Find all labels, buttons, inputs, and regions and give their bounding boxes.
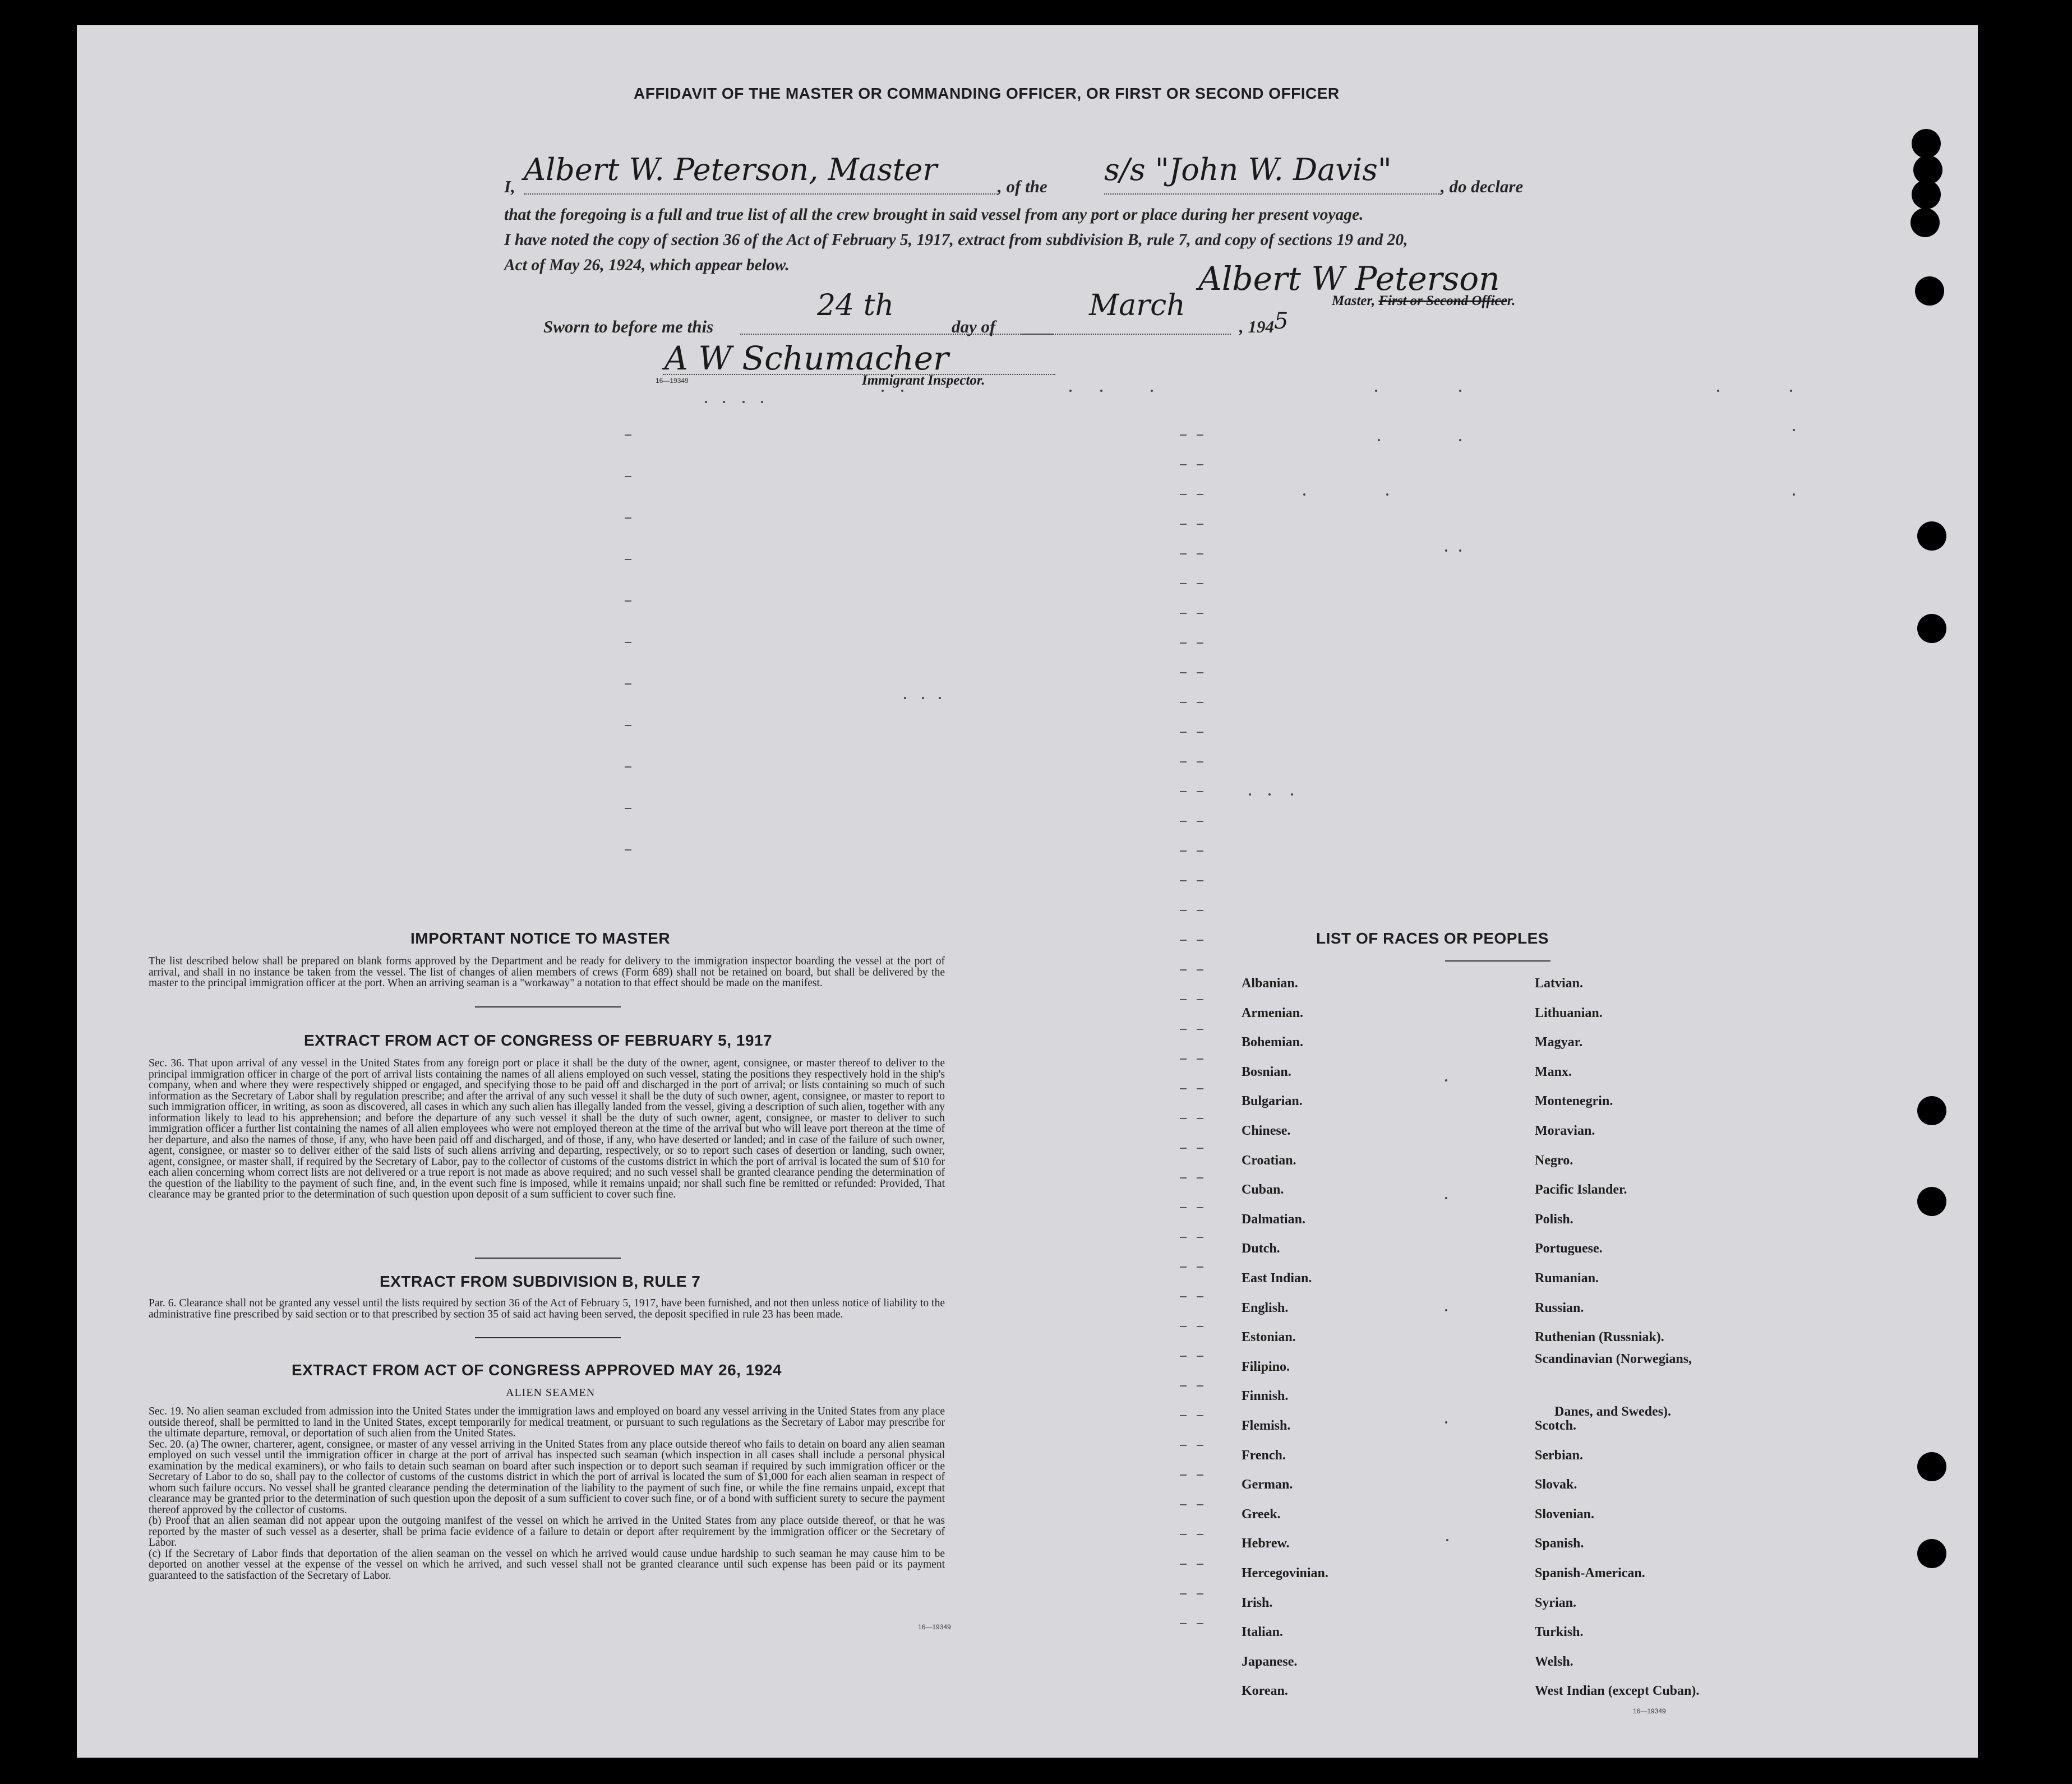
rule7-text: Par. 6. Clearance shall not be granted any vessel until the lists required by section 36 of the Act of February 5, 1917, have been furnished, and not then unless notice of liability to the administrative fine prescribed by said section or to that prescribed by section 35 of said act having been served, the deposit specified in rule 23 has been made. xyxy=(149,1297,945,1320)
race-right-item: Latvian. xyxy=(1535,976,1584,991)
signature-caption-prefix: Master, xyxy=(1332,293,1376,308)
races-title: LIST OF RACES OR PEOPLES xyxy=(1316,930,1549,947)
ditto-mark xyxy=(1197,1118,1203,1119)
dot-mark xyxy=(1446,1539,1448,1541)
inspector-signature: A W Schumacher xyxy=(664,339,949,377)
sworn-month-line xyxy=(1021,334,1231,335)
race-left-item: Finnish. xyxy=(1242,1389,1289,1404)
race-left-item: Hebrew. xyxy=(1242,1536,1290,1551)
ditto-mark xyxy=(1197,464,1203,465)
ditto-mark xyxy=(625,683,631,685)
race-left-item: English. xyxy=(1242,1300,1289,1315)
dot-mark xyxy=(1249,793,1251,796)
inspector-line xyxy=(663,374,1055,375)
ditto-mark xyxy=(1197,1088,1203,1089)
binder-hole xyxy=(1917,1187,1946,1216)
year-prefix: , 194 xyxy=(1239,317,1274,336)
races-form-number: 16—19349 xyxy=(1633,1707,1666,1715)
race-left-item: Bosnian. xyxy=(1242,1064,1291,1079)
ditto-mark xyxy=(1180,1177,1187,1178)
ditto-mark xyxy=(1197,880,1203,881)
ditto-mark xyxy=(1197,613,1203,614)
ditto-mark xyxy=(1180,940,1187,941)
extract-1917-text: Sec. 36. That upon arrival of any vessel in the United States from any foreign port or place it shall be the duty of the owner, agent, consignee, or master thereof to deliver to the principal immigration officer in charge of the port of arrival lists containing the names of all aliens employed on such vessel, stating the positions they respectively hold in the ship's company, when and where they were respectively shipped or engaged, and specifying those to be paid off and discharged in the port of arrival; or lists containing so much of such information as the Secretary of Labor shall by regulation prescribe; and after the arrival of any such vessel it shall be the duty of such owner, agent, consignee, or master to report to such immigration officer, in writing, as soon as discovered, all cases in which any such alien has illegally landed from the vessel, giving a description of such alien, together with any information likely to lead to his apprehension; and before the departure of any such vessel it shall be the duty of such owner, agent, consignee, or master to deliver to such immigration officer a further list containing the names of all alien employees who were not employed thereon at the time of the arrival but who will leave port thereon at the time of her departure, and also the names of those, if any, who have been paid off and discharged, and of those, if any, who have deserted or landed; and in case of the failure of such owner, agent, consignee, or master so to deliver either of the said lists of such aliens arriving and departing, respectively, or so to report such cases of desertion or landing, such owner, agent, consignee, or master shall, if required by the Secretary of Labor, pay to the collector of customs of the customs district in which the port of arrival is located the sum of $10 for each alien concerning whom correct lists are not delivered or a true report is not made as above required; and no such vessel shall be granted clearance pending the determination of the question of the liability to the payment of such fine, and, in the event such fine is imposed, while it remains unpaid; nor shall such fine be remitted or refunded: Provided, That clearance may be granted prior to the determination of such question upon deposit of a sum sufficient to cover such fine. xyxy=(149,1057,945,1200)
ditto-mark xyxy=(1197,702,1203,703)
dot-mark xyxy=(901,390,903,392)
ditto-mark xyxy=(1197,435,1203,436)
notice-text: The list described below shall be prepared on blank forms approved by the Department and be ready for delivery to the immigration inspector boarding the vessel at the port of arrival, and shall in no instance be taken from the vessel. The list of changes of alien members of crews (Form 689) shall not be retained on board, but shall be delivered by the master to the principal immigration officer at the port. When an arriving seaman is a "workaway" a notation to that effect should be made on the manifest. xyxy=(149,955,945,989)
ditto-mark xyxy=(1180,969,1187,970)
affidavit-form-number: 16—19349 xyxy=(656,377,689,385)
dot-mark xyxy=(1445,1309,1447,1311)
extract-1924-sec19: Sec. 19. No alien seaman excluded from admission into the United States under the immigration laws and employed on board any vessel arriving in the United States from any place outside thereof, shall be permitted to land in the United States, except temporarily for medical treatment, or pursuant to such regulations as the Secretary of Labor may prescribe for the ultimate departure, removal, or deportation of such alien from the United States. xyxy=(149,1406,945,1439)
ditto-mark xyxy=(1197,1445,1203,1446)
ditto-mark xyxy=(1197,1029,1203,1030)
ditto-mark xyxy=(1180,1445,1187,1446)
dot-mark xyxy=(1069,390,1072,392)
ditto-mark xyxy=(1197,1504,1203,1505)
rule7-title: EXTRACT FROM SUBDIVISION B, RULE 7 xyxy=(380,1273,701,1290)
ditto-mark xyxy=(1197,1326,1203,1327)
ditto-mark xyxy=(1197,1475,1203,1476)
ditto-mark xyxy=(1197,1623,1203,1624)
manifest-page xyxy=(77,25,1978,1758)
ditto-mark xyxy=(1180,1296,1187,1297)
notice-title: IMPORTANT NOTICE TO MASTER xyxy=(410,930,671,947)
extract-form-number: 16—19349 xyxy=(918,1623,951,1631)
ditto-mark xyxy=(1197,553,1203,554)
ditto-mark xyxy=(1197,821,1203,822)
ditto-mark xyxy=(1180,435,1187,436)
ditto-mark xyxy=(1180,1356,1187,1357)
race-left-item: Croatian. xyxy=(1242,1153,1296,1168)
ditto-mark xyxy=(1180,1118,1187,1119)
dot-mark xyxy=(1793,493,1795,496)
dot-mark xyxy=(1303,493,1305,496)
race-right-item: Welsh. xyxy=(1535,1654,1573,1669)
binder-hole xyxy=(1912,129,1941,158)
race-right-item: Montenegrin. xyxy=(1535,1094,1613,1109)
ditto-mark xyxy=(1180,1385,1187,1386)
race-left-item: Filipino. xyxy=(1242,1359,1290,1374)
affidavit-title: AFFIDAVIT OF THE MASTER OR COMMANDING OFFICER, OR FIRST OR SECOND OFFICER xyxy=(634,85,1340,102)
race-left-item: Japanese. xyxy=(1242,1654,1298,1669)
race-right-item: Serbian. xyxy=(1535,1448,1584,1463)
signature-caption xyxy=(1332,293,1515,309)
binder-hole xyxy=(1917,614,1946,643)
dot-mark xyxy=(1445,549,1447,552)
dot-mark xyxy=(1151,390,1153,392)
dot-mark xyxy=(1459,390,1461,392)
dot-mark xyxy=(1793,429,1795,431)
ditto-mark xyxy=(1197,791,1203,792)
of-the-label: , of the xyxy=(998,177,1047,196)
extract-1924-sec20c: (c) If the Secretary of Labor finds that deportation of the alien seaman on the vessel on which he arrived would cause undue hardship to such seaman he may cause him to be deported on another vessel at the expense of the vessel on which he arrived, and such vessel shall not be granted clearance until such expense has been paid or its payment guaranteed to the satisfaction of the Secretary of Labor. xyxy=(149,1547,945,1582)
ditto-mark xyxy=(1180,702,1187,703)
ditto-mark xyxy=(1180,1415,1187,1416)
extract-1924-subtitle: ALIEN SEAMEN xyxy=(506,1386,596,1399)
race-left-item: Armenian. xyxy=(1242,1005,1303,1020)
ditto-mark xyxy=(1197,1415,1203,1416)
ditto-mark xyxy=(1197,969,1203,970)
ditto-mark xyxy=(1180,880,1187,881)
ditto-mark xyxy=(1180,464,1187,465)
ditto-mark xyxy=(1197,1267,1203,1268)
ditto-mark xyxy=(1180,1534,1187,1535)
dot-mark xyxy=(761,401,763,403)
race-left-item: Flemish. xyxy=(1242,1418,1291,1433)
day-of-label: day of xyxy=(952,317,996,336)
race-left-item: East Indian. xyxy=(1242,1271,1312,1286)
ditto-mark xyxy=(1197,1356,1203,1357)
dot-mark xyxy=(1291,793,1293,796)
extract-1917-title: EXTRACT FROM ACT OF CONGRESS OF FEBRUARY 5, 1917 xyxy=(304,1032,773,1049)
dot-mark xyxy=(1445,1197,1447,1199)
ditto-mark xyxy=(1180,1237,1187,1238)
dot-mark xyxy=(904,697,906,699)
ditto-mark xyxy=(1197,583,1203,584)
race-right-item: Rumanian. xyxy=(1535,1271,1599,1286)
sworn-year-handwritten: 5 xyxy=(1274,308,1289,334)
race-left-item: Dalmatian. xyxy=(1242,1212,1305,1227)
ditto-mark xyxy=(1197,643,1203,644)
ditto-mark xyxy=(625,435,631,436)
race-right-item: Spanish. xyxy=(1535,1536,1584,1551)
dot-mark xyxy=(1459,439,1461,441)
ditto-mark xyxy=(625,808,631,809)
ditto-mark xyxy=(1197,494,1203,495)
race-left-item: Bohemian. xyxy=(1242,1035,1304,1050)
ditto-mark xyxy=(625,559,631,560)
ditto-mark xyxy=(1180,821,1187,822)
ditto-mark xyxy=(1180,583,1187,584)
affidavit-line-4: Act of May 26, 1924, which appear below. xyxy=(504,256,790,274)
sworn-day-line xyxy=(740,334,1054,335)
notice-rule xyxy=(475,1006,621,1007)
affidavit-i: I, xyxy=(504,177,515,196)
ditto-mark xyxy=(1197,1564,1203,1565)
race-right-item: Russian. xyxy=(1535,1300,1584,1315)
race-right-item: Turkish. xyxy=(1535,1625,1584,1640)
sworn-label: Sworn to before me this xyxy=(543,317,714,336)
extract-1924-title: EXTRACT FROM ACT OF CONGRESS APPROVED MAY 26, 1924 xyxy=(292,1361,782,1379)
binder-hole xyxy=(1917,1096,1946,1125)
race-right-item: West Indian (except Cuban). xyxy=(1535,1684,1700,1699)
ditto-mark xyxy=(1180,1267,1187,1268)
race-right-item: Magyar. xyxy=(1535,1035,1583,1050)
race-right-item: Manx. xyxy=(1535,1064,1572,1079)
race-left-item: Italian. xyxy=(1242,1625,1284,1640)
ditto-mark xyxy=(625,476,631,477)
ditto-mark xyxy=(1197,940,1203,941)
sworn-day-handwritten: 24 th xyxy=(817,289,894,322)
ditto-mark xyxy=(1180,1564,1187,1565)
ditto-mark xyxy=(1197,999,1203,1000)
ditto-mark xyxy=(1197,524,1203,525)
race-right-item: Spanish-American. xyxy=(1535,1566,1645,1580)
dot-mark xyxy=(1375,390,1377,392)
ditto-mark xyxy=(1180,732,1187,733)
race-left-item: Greek. xyxy=(1242,1506,1281,1522)
binder-hole xyxy=(1917,1452,1946,1481)
ditto-mark xyxy=(1180,524,1187,525)
race-right-item: Slovenian. xyxy=(1535,1506,1595,1522)
dot-mark xyxy=(723,401,725,403)
race-right-item: Ruthenian (Russniak). xyxy=(1535,1330,1664,1345)
dot-mark xyxy=(922,697,924,699)
dot-mark xyxy=(742,401,745,403)
ditto-mark xyxy=(625,849,631,851)
race-left-item: Estonian. xyxy=(1242,1330,1296,1345)
extract-1917-rule xyxy=(475,1258,621,1259)
ditto-mark xyxy=(1180,1593,1187,1594)
race-right-item: Portuguese. xyxy=(1535,1241,1603,1256)
ditto-mark xyxy=(1197,1237,1203,1238)
master-signature: Albert W Peterson xyxy=(1198,260,1500,298)
ditto-mark xyxy=(1180,1623,1187,1624)
vessel-name-line xyxy=(1104,193,1441,195)
ditto-mark xyxy=(625,642,631,643)
extract-1924-body xyxy=(149,1406,945,1581)
ditto-mark xyxy=(1197,1059,1203,1060)
race-right-item: Pacific Islander. xyxy=(1535,1182,1627,1198)
ditto-mark xyxy=(625,600,631,602)
ditto-mark xyxy=(1197,851,1203,852)
ditto-mark xyxy=(1197,1207,1203,1208)
race-right-item: Negro. xyxy=(1535,1153,1573,1168)
ditto-mark xyxy=(1180,1207,1187,1208)
ditto-mark xyxy=(1180,1088,1187,1089)
ditto-mark xyxy=(625,725,631,726)
ditto-mark xyxy=(1197,1148,1203,1149)
ditto-mark xyxy=(1180,761,1187,762)
binder-hole xyxy=(1917,521,1946,551)
master-name-handwritten: Albert W. Peterson, Master xyxy=(524,152,938,187)
signature-caption-struck: First or Second Office xyxy=(1378,293,1507,308)
dot-mark xyxy=(1445,1421,1447,1423)
race-left-item: Korean. xyxy=(1242,1684,1288,1699)
ditto-mark xyxy=(1197,1296,1203,1297)
ditto-mark xyxy=(1180,1504,1187,1505)
race-right-item: Moravian. xyxy=(1535,1124,1595,1138)
ditto-mark xyxy=(1180,1059,1187,1060)
dot-mark xyxy=(1790,390,1792,392)
binder-hole xyxy=(1912,180,1941,209)
ditto-mark xyxy=(1197,672,1203,673)
race-left-item: Bulgarian. xyxy=(1242,1094,1303,1109)
dot-mark xyxy=(939,697,941,699)
ditto-mark xyxy=(1180,643,1187,644)
vessel-name-handwritten: s/s "John W. Davis" xyxy=(1104,152,1392,187)
extract-1924-sec20a: Sec. 20. (a) The owner, charterer, agent, consignee, or master of any vessel arriving in the United States from any place outside thereof who fails to detain on board any alien seaman employed on such vessel until the immigration officer in charge at the port of arrival has inspected such seaman (which inspection in all cases shall include a personal physical examination by the medical examiners), or who fails to detain such seaman on board after such inspection or to deport such seaman if required by such immigration officer or the Secretary of Labor to do so, shall pay to the collector of customs of the customs district in which the port of arrival is located the sum of $1,000 for each alien seaman in respect of whom such failure occurs. No vessel shall be granted clearance pending the determination of the liability to the payment of such fine, or while the fine remains unpaid, except that clearance may be granted prior to the determination of such question upon the deposit of a sum sufficient to cover such fine, or of a bond with sufficient surety to secure the payment thereof approved by the collector of customs. xyxy=(149,1438,945,1516)
dot-mark xyxy=(1717,390,1719,392)
race-left-item: Chinese. xyxy=(1242,1124,1291,1138)
ditto-mark xyxy=(1180,553,1187,554)
race-right-item: Scotch. xyxy=(1535,1418,1576,1433)
ditto-mark xyxy=(625,517,631,519)
races-rule xyxy=(1445,960,1550,962)
race-left-item: Hercegovinian. xyxy=(1242,1566,1328,1580)
binder-hole xyxy=(1911,208,1940,237)
dot-mark xyxy=(882,390,884,392)
ditto-mark xyxy=(1197,910,1203,911)
race-right-item: Slovak. xyxy=(1535,1477,1577,1492)
ditto-mark xyxy=(1180,613,1187,614)
affidavit-line-2: that the foregoing is a full and true list of all the crew brought in said vessel from any port or place during her present voyage. xyxy=(504,206,1364,224)
master-name-line xyxy=(524,193,998,195)
dot-mark xyxy=(1378,439,1380,441)
ditto-mark xyxy=(1197,1385,1203,1386)
dot-mark xyxy=(705,401,707,403)
do-declare-label: , do declare xyxy=(1441,177,1524,196)
ditto-mark xyxy=(1180,1326,1187,1327)
dot-mark xyxy=(1100,390,1102,392)
binder-hole xyxy=(1915,276,1944,306)
race-right-item: Polish. xyxy=(1535,1212,1573,1227)
binder-hole xyxy=(1917,1539,1946,1568)
ditto-mark xyxy=(1180,494,1187,495)
ditto-mark xyxy=(1180,1475,1187,1476)
ditto-mark xyxy=(1180,851,1187,852)
affidavit-line-3: I have noted the copy of section 36 of the Act of February 5, 1917, extract from subdivision B, rule 7, and copy of sections 19 and 20, xyxy=(504,231,1408,249)
ditto-mark xyxy=(1197,1177,1203,1178)
race-right-item: Lithuanian. xyxy=(1535,1005,1603,1020)
ditto-mark xyxy=(1180,1148,1187,1149)
ditto-mark xyxy=(1197,732,1203,733)
inspector-caption: Immigrant Inspector. xyxy=(862,373,985,388)
ditto-mark xyxy=(1197,1534,1203,1535)
ditto-mark xyxy=(1197,1593,1203,1594)
ditto-mark xyxy=(1197,761,1203,762)
ditto-mark xyxy=(1180,672,1187,673)
signature-caption-suffix: r. xyxy=(1507,293,1516,308)
ditto-mark xyxy=(1180,910,1187,911)
rule7-rule xyxy=(475,1337,621,1338)
race-right-item: Danes, and Swedes). xyxy=(1554,1404,1672,1420)
dot-mark xyxy=(1268,793,1271,796)
ditto-mark xyxy=(1180,999,1187,1000)
extract-1924-sec20b: (b) Proof that an alien seaman did not appear upon the outgoing manifest of the vessel on which he arrived in the United States from any place outside thereof, or that he was reported by the master of such vessel as a deserter, shall be prima facie evidence of a failure to detain or deport after requirement by the immigration officer or the Secretary of Labor. xyxy=(149,1515,945,1549)
race-right-item: Syrian. xyxy=(1535,1595,1577,1610)
ditto-mark xyxy=(1180,1029,1187,1030)
ditto-mark xyxy=(625,766,631,768)
sworn-month-handwritten: March xyxy=(1089,289,1185,322)
ditto-mark xyxy=(1180,791,1187,792)
race-left-item: Irish. xyxy=(1242,1595,1273,1610)
dot-mark xyxy=(1386,493,1388,496)
race-left-item: French. xyxy=(1242,1448,1286,1463)
race-left-item: German. xyxy=(1242,1477,1293,1492)
dot-mark xyxy=(1445,1079,1447,1082)
dot-mark xyxy=(1459,549,1461,552)
race-right-item: Scandinavian (Norwegians, xyxy=(1535,1351,1692,1366)
race-left-item: Dutch. xyxy=(1242,1241,1280,1256)
race-left-item: Albanian. xyxy=(1242,976,1298,991)
race-left-item: Cuban. xyxy=(1242,1182,1284,1198)
